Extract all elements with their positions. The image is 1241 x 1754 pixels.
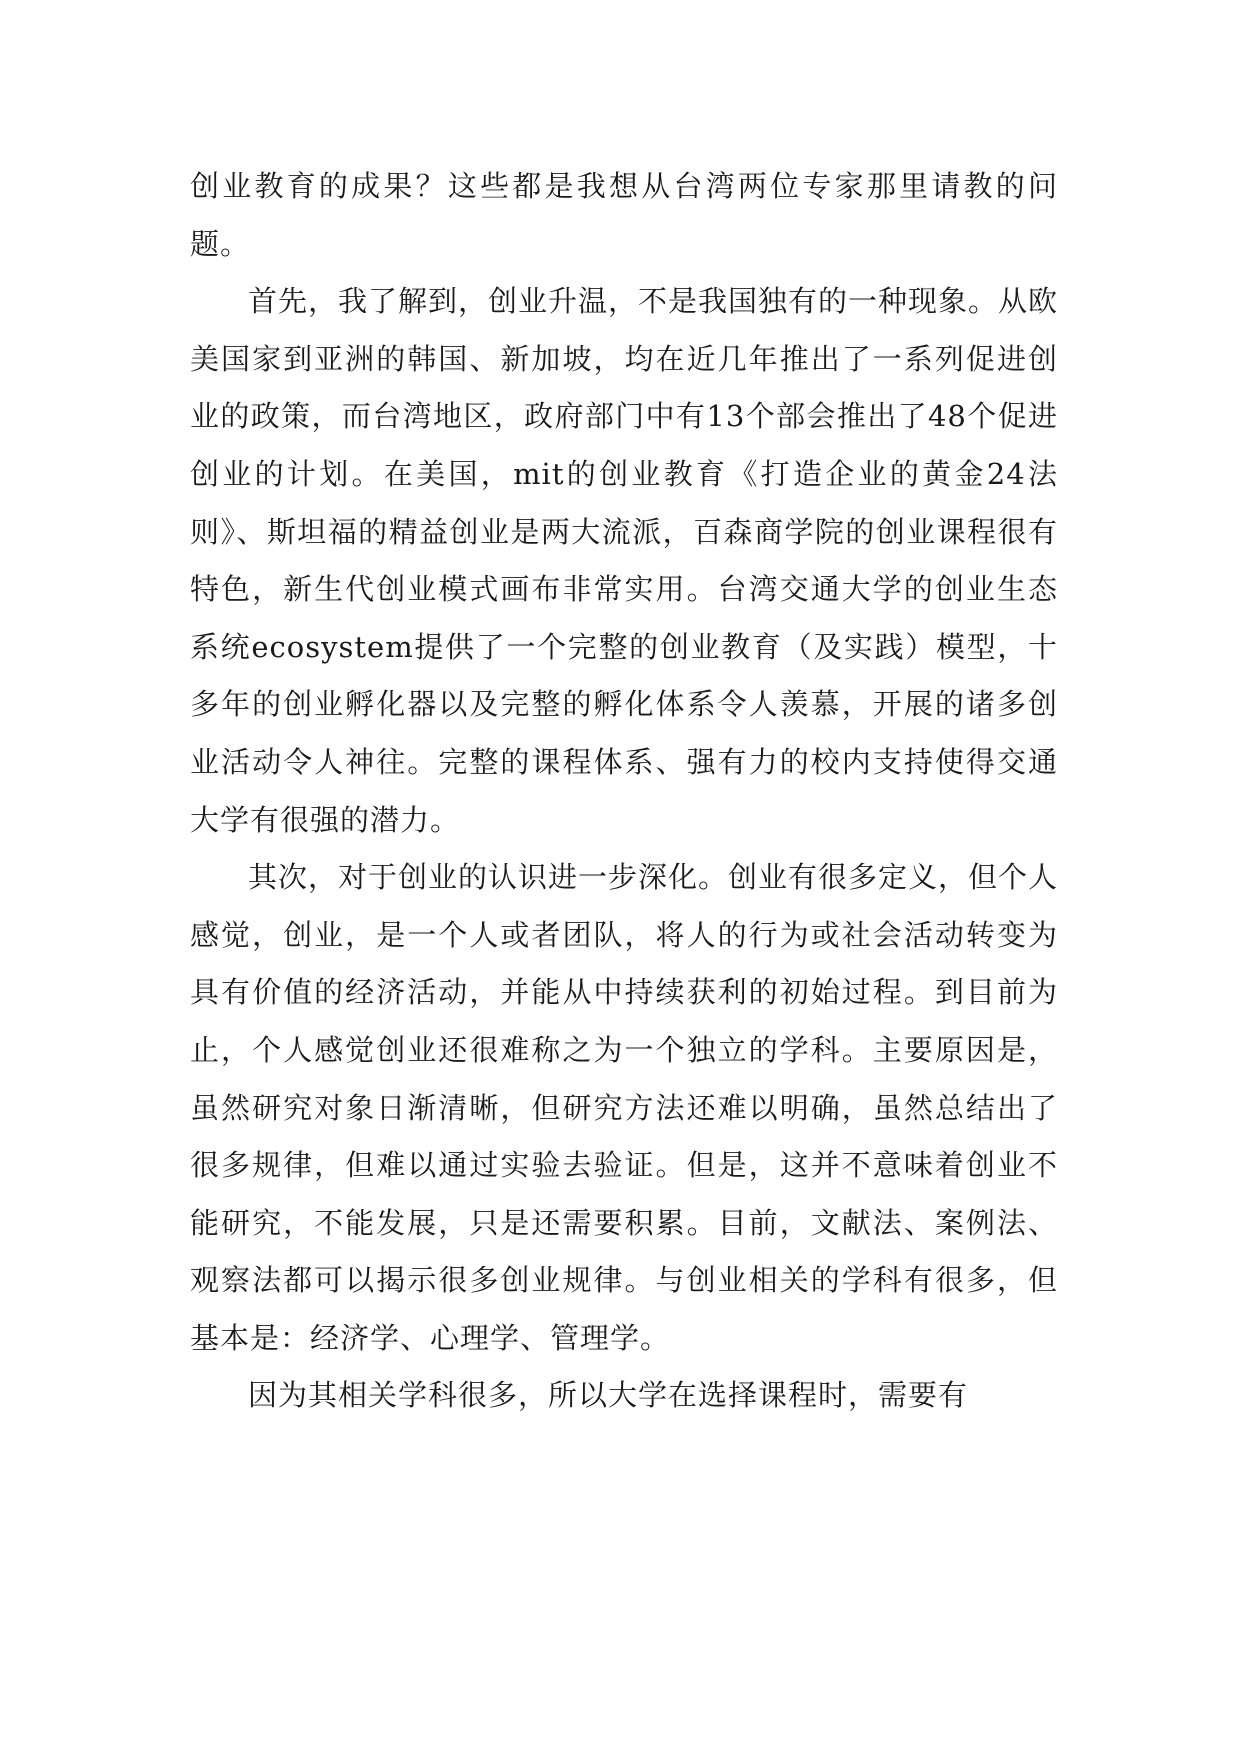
- paragraph-2: 首先，我了解到，创业升温，不是我国独有的一种现象。从欧美国家到亚洲的韩国、新加坡，均在近几年推出了一系列促进创业的政策，而台湾地区，政府部门中有13个部会推出了48个促进创业的计划。在美国，mit的创业教育《打造企业的黄金24法则》、斯坦福的精益创业是两大流派，百森商学院的创业课程很有特色，新生代创业模式画布非常实用。台湾交通大学的创业生态系统ecosystem提供了一个完整的创业教育（及实践）模型，十多年的创业孵化器以及完整的孵化体系令人羡慕，开展的诸多创业活动令人神往。完整的课程体系、强有力的校内支持使得交通大学有很强的潜力。: [190, 284, 1059, 837]
- paragraph-3: 其次，对于创业的认识进一步深化。创业有很多定义，但个人感觉，创业，是一个人或者团队，将人的行为或社会活动转变为具有价值的经济活动，并能从中持续获利的初始过程。到目前为止，个人感觉创业还很难称之为一个独立的学科。主要原因是，虽然研究对象日渐清晰，但研究方法还难以明确，虽然总结出了很多规律，但难以通过实验去验证。但是，这并不意味着创业不能研究，不能发展，只是还需要积累。目前，文献法、案例法、观察法都可以揭示很多创业规律。与创业相关的学科有很多，但基本是：经济学、心理学、管理学。: [190, 860, 1059, 1355]
- paragraph-4: 因为其相关学科很多，所以大学在选择课程时，需要有: [248, 1378, 969, 1413]
- document-page: [190, 158, 1058, 1425]
- paragraph-1: 创业教育的成果？这些都是我想从台湾两位专家那里请教的问题。: [190, 169, 1058, 261]
